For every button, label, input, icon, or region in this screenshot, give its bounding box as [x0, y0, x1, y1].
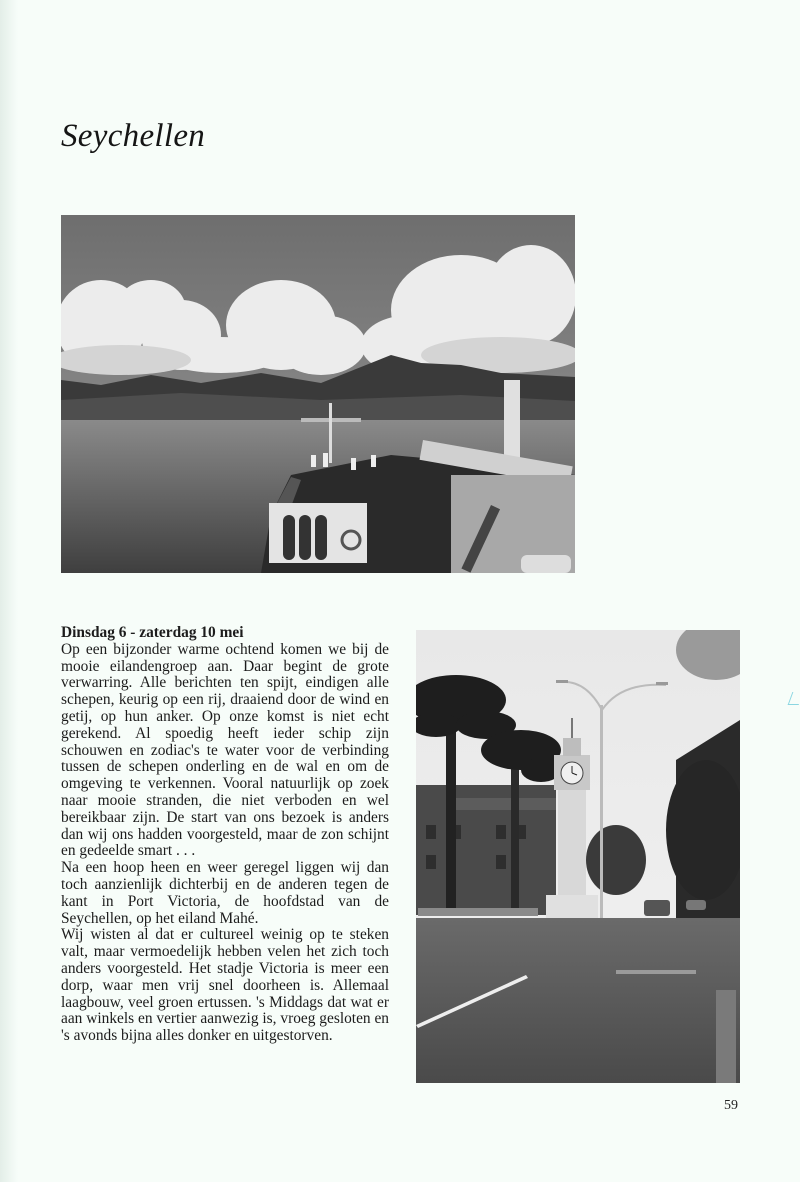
ship-photo-image	[61, 215, 575, 573]
photo-ship-approach	[61, 215, 575, 573]
scan-edge-shadow	[0, 0, 18, 1182]
article-paragraph-2: Na een hoop heen en weer geregel liggen wij dan toch aanzienlijk dichterbij en de anderen tegen de kant in Port Victoria, de hoofdstad van de Seychellen, op het eiland Mahé.	[61, 859, 389, 927]
photo-victoria-clock-tower	[416, 630, 740, 1083]
article-paragraph-3: Wij wisten al dat er cultureel weinig op te steken valt, maar vermoedelijk hebben velen het zich toch anders voorgesteld. Het stadje Victoria is meer een dorp, waar men vrij snel doorheen is. Allemaal laagbouw, veel groen ertussen. 's Middags dat wat er aan winkels en vertier aanwezig is, vroeg gesloten en 's avonds bijna alles donker en uitgestorven.	[61, 926, 389, 1045]
page-number: 59	[724, 1098, 738, 1113]
article-heading: Dinsdag 6 - zaterdag 10 mei	[61, 624, 244, 641]
article-paragraph-1: Op een bijzonder warme ochtend komen we bij de mooie eilandengroep aan. Daar begint de grote verwarring. Alle berichten ten spijt, eindigen alle schepen, keurig op een rij, draaiend door de wind en getij, op hun anker. Op onze komst is niet echt gerekend. Al spoedig heeft ieder schip zijn schouwen en zodiac's te water voor de verbinding tussen de schepen onderling en de wal en om de omgeving te verkennen. Vooral natuurlijk op zoek naar mooie stranden, die niet verboden en wel bereikbaar zijn. De start van ons bezoek is anders dan wij ons hadden voorgesteld, maar de zon schijnt en gedeelde smart . . .	[61, 640, 389, 860]
clock-tower-photo-image	[416, 630, 740, 1083]
page-title: Seychellen	[61, 118, 206, 154]
margin-pen-mark	[788, 692, 800, 705]
article-body	[61, 625, 389, 1045]
